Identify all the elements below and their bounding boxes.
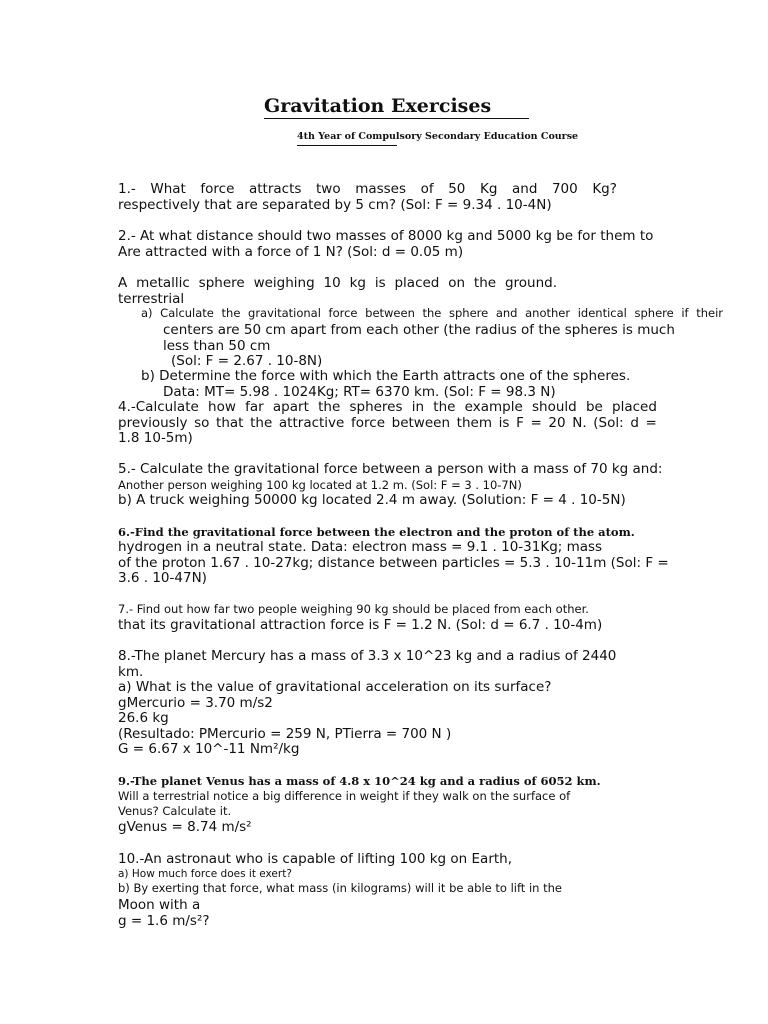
exercise-8-line-3: a) What is the value of gravitational acceleration on its surface? [118,679,552,695]
exercise-3-part-b-line-1: b) Determine the force with which the Earth attracts one of the spheres. [141,368,631,384]
exercise-8-line-1: 8.-The planet Mercury has a mass of 3.3 x 10^23 kg and a radius of 2440 [118,648,617,664]
exercise-3-part-b-line-2: Data: MT= 5.98 . 1024Kg; RT= 6370 km. (Sol: F = 98.3 N) [163,384,556,400]
exercise-6-line-4: 3.6 . 10-47N) [118,570,207,586]
exercise-9-line-4: gVenus = 8.74 m/s² [118,819,252,835]
exercise-2-line-1: 2.- At what distance should two masses of 8000 kg and 5000 kg be for them to [118,228,654,244]
subtitle-underline [297,145,397,146]
exercise-10-line-4: Moon with a [118,897,201,913]
exercise-5-line-3: b) A truck weighing 50000 kg located 2.4 m away. (Solution: F = 4 . 10-5N) [118,492,626,508]
exercise-4-line-2: previously so that the attractive force between them is F = 20 N. (Sol: d = [118,415,657,431]
document-title: Gravitation Exercises [264,95,529,119]
exercise-6-line-3: of the proton 1.67 . 10-27kg; distance between particles = 5.3 . 10-11m (Sol: F = [118,555,669,571]
exercise-2-line-2: Are attracted with a force of 1 N? (Sol: d = 0.05 m) [118,244,464,260]
exercise-8-line-4: gMercurio = 3.70 m/s2 [118,695,273,711]
exercise-8-line-2: km. [118,664,144,680]
exercise-6-line-1: 6.-Find the gravitational force between the electron and the proton of the atom. [118,525,635,539]
exercise-6-line-2: hydrogen in a neutral state. Data: electron mass = 9.1 . 10-31Kg; mass [118,539,603,555]
exercise-3-part-a-solution: (Sol: F = 2.67 . 10-8N) [171,353,323,369]
exercise-3-line-1: A metallic sphere weighing 10 kg is placed on the ground. [118,275,557,291]
exercise-7-line-2: that its gravitational attraction force is F = 1.2 N. (Sol: d = 6.7 . 10-4m) [118,617,603,633]
exercise-8-line-6: (Resultado: PMercurio = 259 N, PTierra = 700 N ) [118,726,452,742]
exercise-7-line-1: 7.- Find out how far two people weighing 90 kg should be placed from each other. [118,602,589,616]
exercise-3-part-a-line-1: a) Calculate the gravitational force between the sphere and another identical sphere if their [141,306,723,320]
exercise-10-line-1: 10.-An astronaut who is capable of lifting 100 kg on Earth, [118,851,513,867]
exercise-3-line-2: terrestrial [118,291,185,307]
exercise-3-part-a-line-2: centers are 50 cm apart from each other (the radius of the spheres is much [163,322,675,338]
exercise-4-line-1: 4.-Calculate how far apart the spheres in the example should be placed [118,399,657,415]
exercise-9-line-2: Will a terrestrial notice a big difference in weight if they walk on the surface of [118,789,571,803]
exercise-5-line-1: 5.- Calculate the gravitational force between a person with a mass of 70 kg and: [118,461,663,477]
exercise-8-line-5: 26.6 kg [118,710,169,726]
exercise-9-line-1: 9.-The planet Venus has a mass of 4.8 x 10^24 kg and a radius of 6052 km. [118,774,601,788]
exercise-8-line-7: G = 6.67 x 10^-11 Nm²/kg [118,741,300,757]
exercise-4-line-3: 1.8 10-5m) [118,430,193,446]
exercise-10-line-2: a) How much force does it exert? [118,868,292,880]
document-subtitle: 4th Year of Compulsory Secondary Education Course [297,131,579,142]
exercise-3-part-a-line-3: less than 50 cm [163,338,271,354]
exercise-10-line-3: b) By exerting that force, what mass (in kilograms) will it be able to lift in the [118,881,562,895]
exercise-5-line-2: Another person weighing 100 kg located at 1.2 m. (Sol: F = 3 . 10-7N) [118,478,522,492]
exercise-1-line-1: 1.- What force attracts two masses of 50 Kg and 700 Kg? [118,181,617,197]
exercise-9-line-3: Venus? Calculate it. [118,804,232,818]
exercise-10-line-5: g = 1.6 m/s²? [118,913,210,929]
exercise-1-line-2: respectively that are separated by 5 cm? (Sol: F = 9.34 . 10-4N) [118,197,552,213]
